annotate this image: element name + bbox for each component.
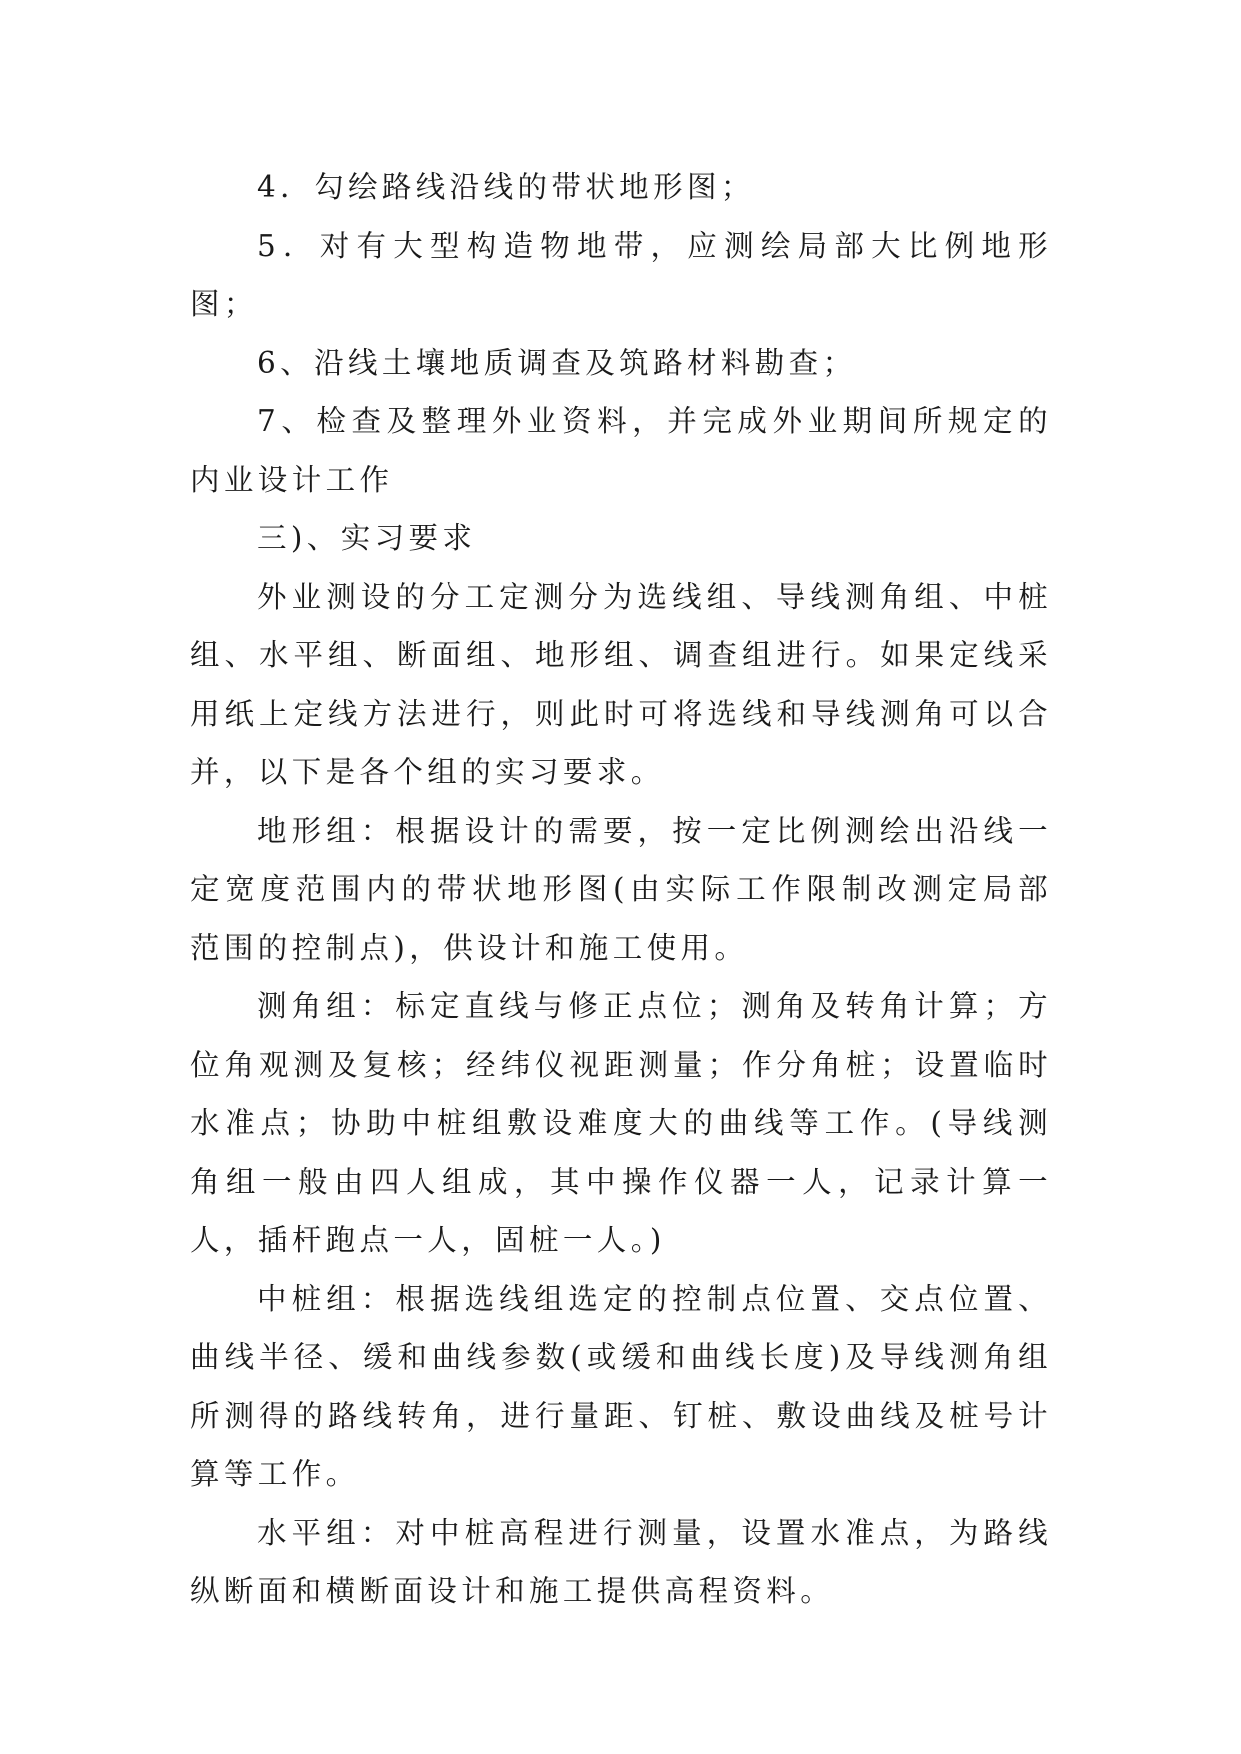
paragraph-intro: 外业测设的分工定测分为选线组、导线测角组、中桩组、水平组、断面组、地形组、调查组进行。如果定线采用纸上定线方法进行，则此时可将选线和导线测角可以合并，以下是各个组的实习要求。 (190, 579, 1052, 789)
paragraph-terrain-group: 地形组：根据设计的需要，按一定比例测绘出沿线一定宽度范围内的带状地形图(由实际工作限制改测定局部范围的控制点)，供设计和施工使用。 (190, 813, 1052, 965)
list-item-5: 5．对有大型构造物地带，应测绘局部大比例地形图； (190, 228, 1052, 321)
paragraph-center-stake-group: 中桩组：根据选线组选定的控制点位置、交点位置、曲线半径、缓和曲线参数(或缓和曲线长度)及导线测角组所测得的路线转角，进行量距、钉桩、敷设曲线及桩号计算等工作。 (190, 1281, 1052, 1491)
document-body (190, 158, 1052, 1621)
paragraph-leveling-group: 水平组：对中桩高程进行测量，设置水准点，为路线纵断面和横断面设计和施工提供高程资料。 (190, 1515, 1052, 1608)
paragraph-angle-group: 测角组：标定直线与修正点位；测角及转角计算；方位角观测及复核；经纬仪视距测量；作分角桩；设置临时水准点；协助中桩组敷设难度大的曲线等工作。(导线测角组一般由四人组成，其中操作仪器一人，记录计算一人，插杆跑点一人，固桩一人。) (190, 989, 1052, 1257)
list-item-4: 4．勾绘路线沿线的带状地形图； (257, 170, 755, 204)
list-item-6: 6、沿线土壤地质调查及筑路材料勘查； (257, 345, 857, 380)
section-heading: 三)、实习要求 (257, 521, 477, 555)
list-item-7: 7、检查及整理外业资料，并完成外业期间所规定的内业设计工作 (190, 404, 1052, 497)
